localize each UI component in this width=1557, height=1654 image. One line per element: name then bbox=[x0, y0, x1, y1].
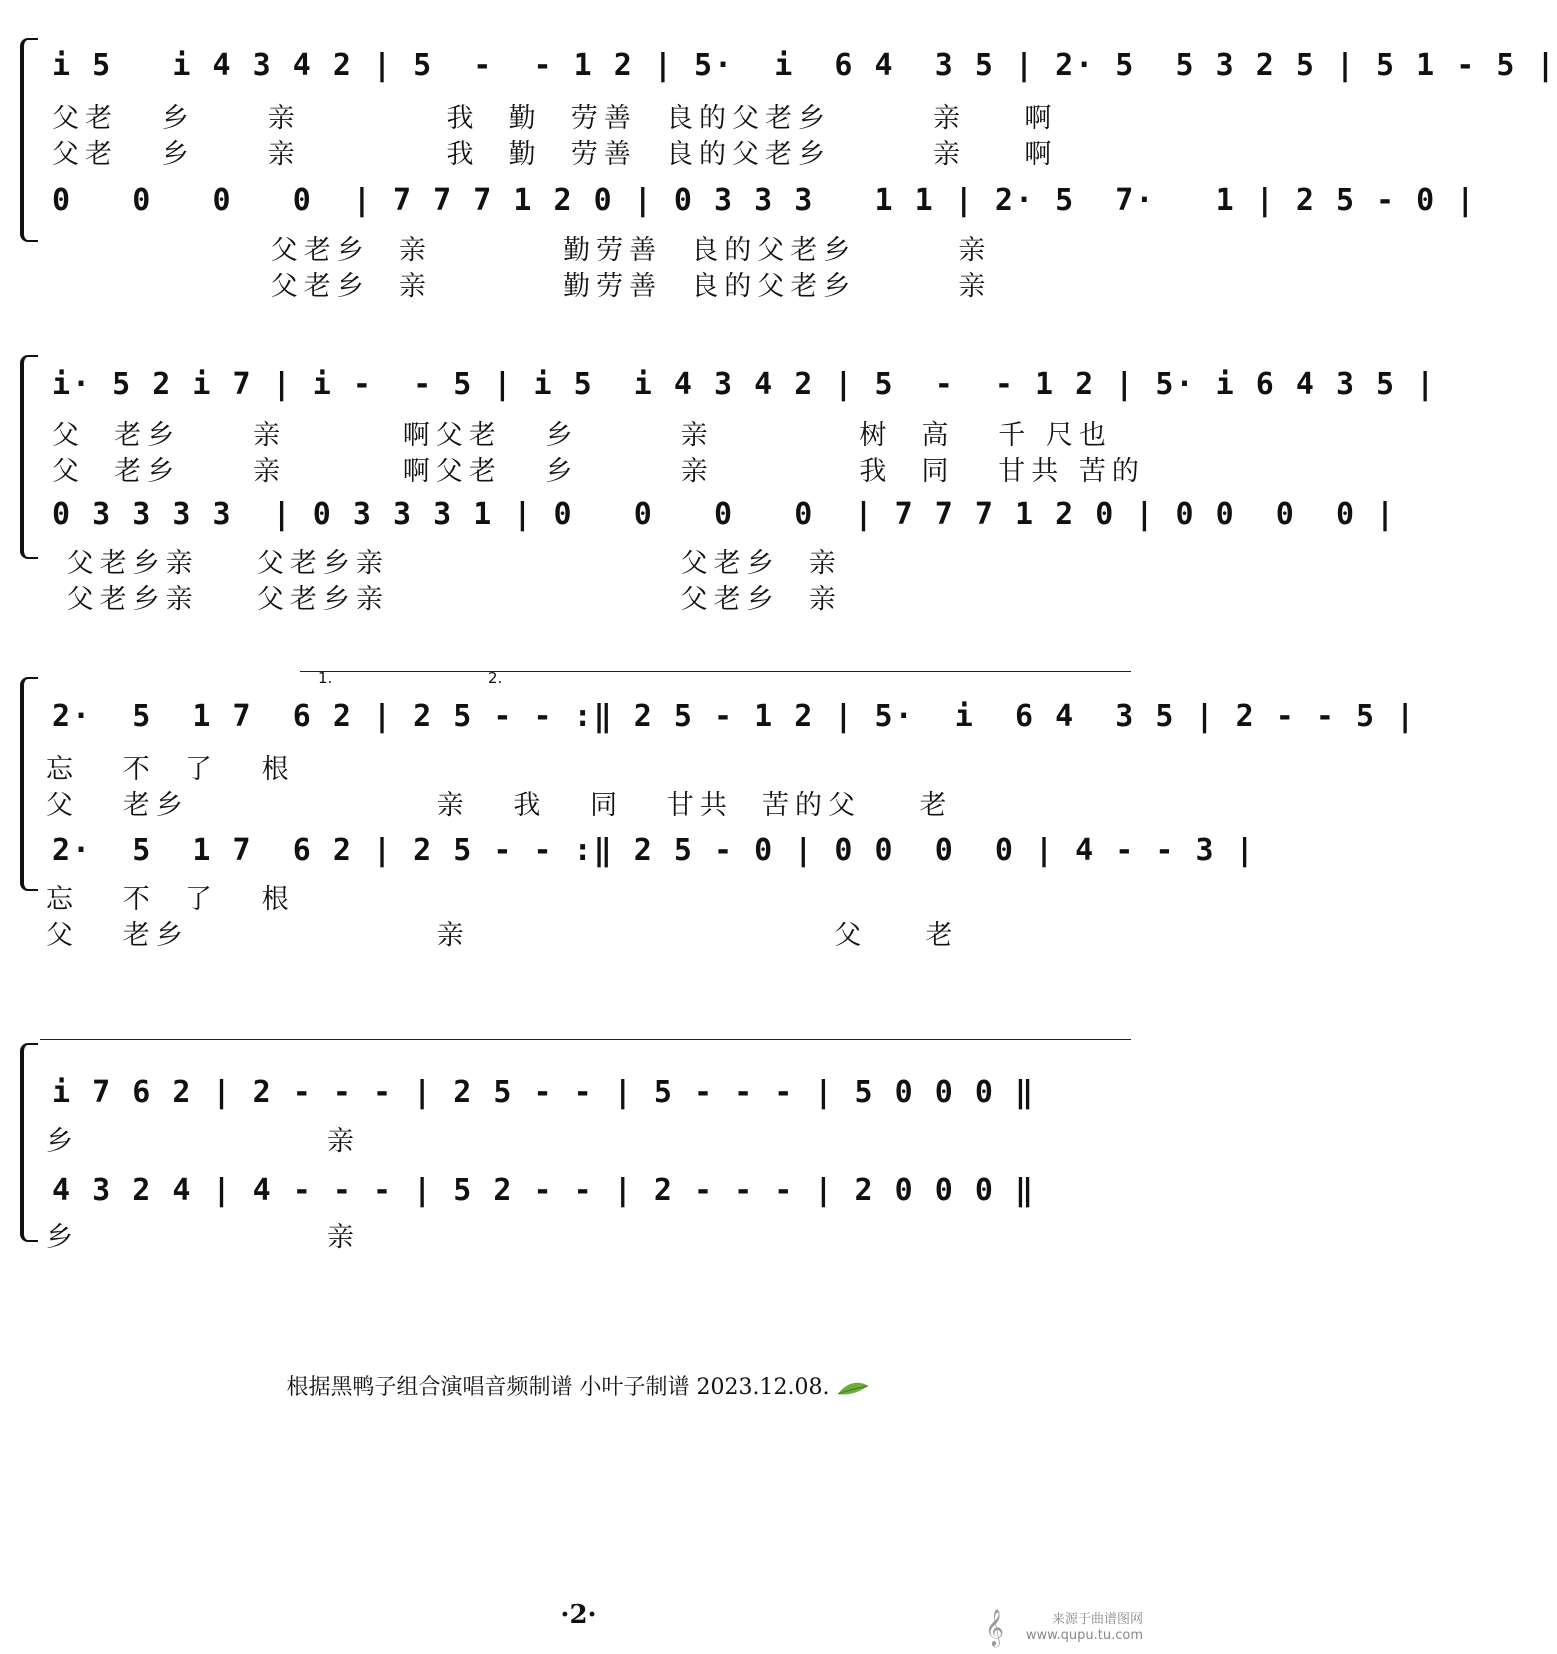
footer-text: 根据黑鸭子组合演唱音频制谱 小叶子制谱 2023.12.08. bbox=[286, 1375, 830, 1400]
watermark bbox=[1026, 1612, 1143, 1644]
lower-voice-lyric-2: 父老乡 亲 勤劳善 良的父老乡 亲 bbox=[52, 271, 992, 302]
score-system-1 bbox=[0, 28, 1557, 308]
lower-voice-lyric-1: 乡 亲 bbox=[46, 1222, 360, 1253]
lower-voice-notes: 4 3 2 4 | 4 - - - | 5 2 - - | 2 - - - | 2 0 0 0 ‖ bbox=[52, 1173, 1036, 1208]
treble-clef-icon: 𝄞 bbox=[985, 1608, 1004, 1646]
staff-top-line bbox=[40, 1039, 1131, 1040]
system-bracket bbox=[20, 677, 38, 891]
lower-voice-lyric-1: 忘 不 了 根 bbox=[46, 884, 295, 915]
credit-footer bbox=[0, 1370, 1157, 1401]
lower-voice-notes: 2· 5 1 7 6 2 | 2 5 - - :‖ 2 5 - 0 | 0 0 0 0 | 4 - - 3 | bbox=[52, 833, 1256, 868]
volta-2-label: 2. bbox=[488, 669, 503, 687]
score-system-3 bbox=[0, 665, 1417, 965]
upper-voice-lyric-2: 父 老乡 亲 我 同 甘共 苦的父 老 bbox=[46, 790, 953, 821]
leaf-icon bbox=[836, 1380, 870, 1396]
lower-voice-notes: 0 3 3 3 3 | 0 3 3 3 1 | 0 0 0 0 | 7 7 7 1 2 0 | 0 0 0 0 | bbox=[52, 497, 1397, 532]
upper-voice-lyric-1: 父老 乡 亲 我 勤 劳善 良的父老乡 亲 啊 bbox=[52, 103, 1058, 134]
lower-voice-lyric-1: 父老乡 亲 勤劳善 良的父老乡 亲 bbox=[52, 235, 992, 266]
system-bracket bbox=[20, 1043, 38, 1242]
upper-voice-lyric-1: 父 老乡 亲 啊父老 乡 亲 树 高 千 尺也 bbox=[52, 420, 1112, 451]
system-bracket bbox=[20, 355, 38, 559]
upper-voice-lyric-2: 父 老乡 亲 啊父老 乡 亲 我 同 甘共 苦的 bbox=[52, 456, 1145, 487]
lower-voice-lyric-1: 父老乡亲 父老乡亲 父老乡 亲 bbox=[52, 548, 842, 579]
page-number: ·2· bbox=[560, 1600, 597, 1630]
lower-voice-notes: 0 0 0 0 | 7 7 7 1 2 0 | 0 3 3 3 1 1 | 2· 5 7· 1 | 2 5 - 0 | bbox=[52, 183, 1477, 218]
volta-bracket-line bbox=[300, 671, 1131, 672]
upper-voice-lyric-2: 父老 乡 亲 我 勤 劳善 良的父老乡 亲 啊 bbox=[52, 139, 1058, 170]
lower-voice-lyric-2: 父 老乡 亲 父 老 bbox=[46, 920, 959, 951]
upper-voice-notes: i 7 6 2 | 2 - - - | 2 5 - - | 5 - - - | 5 0 0 0 ‖ bbox=[52, 1075, 1036, 1110]
upper-voice-lyric-1: 乡 亲 bbox=[46, 1126, 360, 1157]
upper-voice-lyric-1: 忘 不 了 根 bbox=[46, 754, 295, 785]
score-system-2 bbox=[0, 345, 1437, 635]
upper-voice-notes: i 5 i 4 3 4 2 | 5 - - 1 2 | 5· i 6 4 3 5 | 2· 5 5 3 2 5 | 5 1 - 5 | bbox=[52, 48, 1557, 83]
volta-1-label: 1. bbox=[318, 669, 333, 687]
watermark-line-2: www.qupu.tu.com bbox=[1025, 1628, 1143, 1643]
upper-voice-notes: 2· 5 1 7 6 2 | 2 5 - - :‖ 2 5 - 1 2 | 5· i 6 4 3 5 | 2 - - 5 | bbox=[52, 699, 1417, 734]
score-system-4 bbox=[0, 1035, 1157, 1275]
lower-voice-lyric-2: 父老乡亲 父老乡亲 父老乡 亲 bbox=[52, 584, 842, 615]
system-bracket bbox=[20, 38, 38, 242]
watermark-line-1: 来源于曲谱图网 bbox=[1051, 1612, 1143, 1627]
upper-voice-notes: i· 5 2 i 7 | i - - 5 | i 5 i 4 3 4 2 | 5 - - 1 2 | 5· i 6 4 3 5 | bbox=[52, 367, 1437, 402]
